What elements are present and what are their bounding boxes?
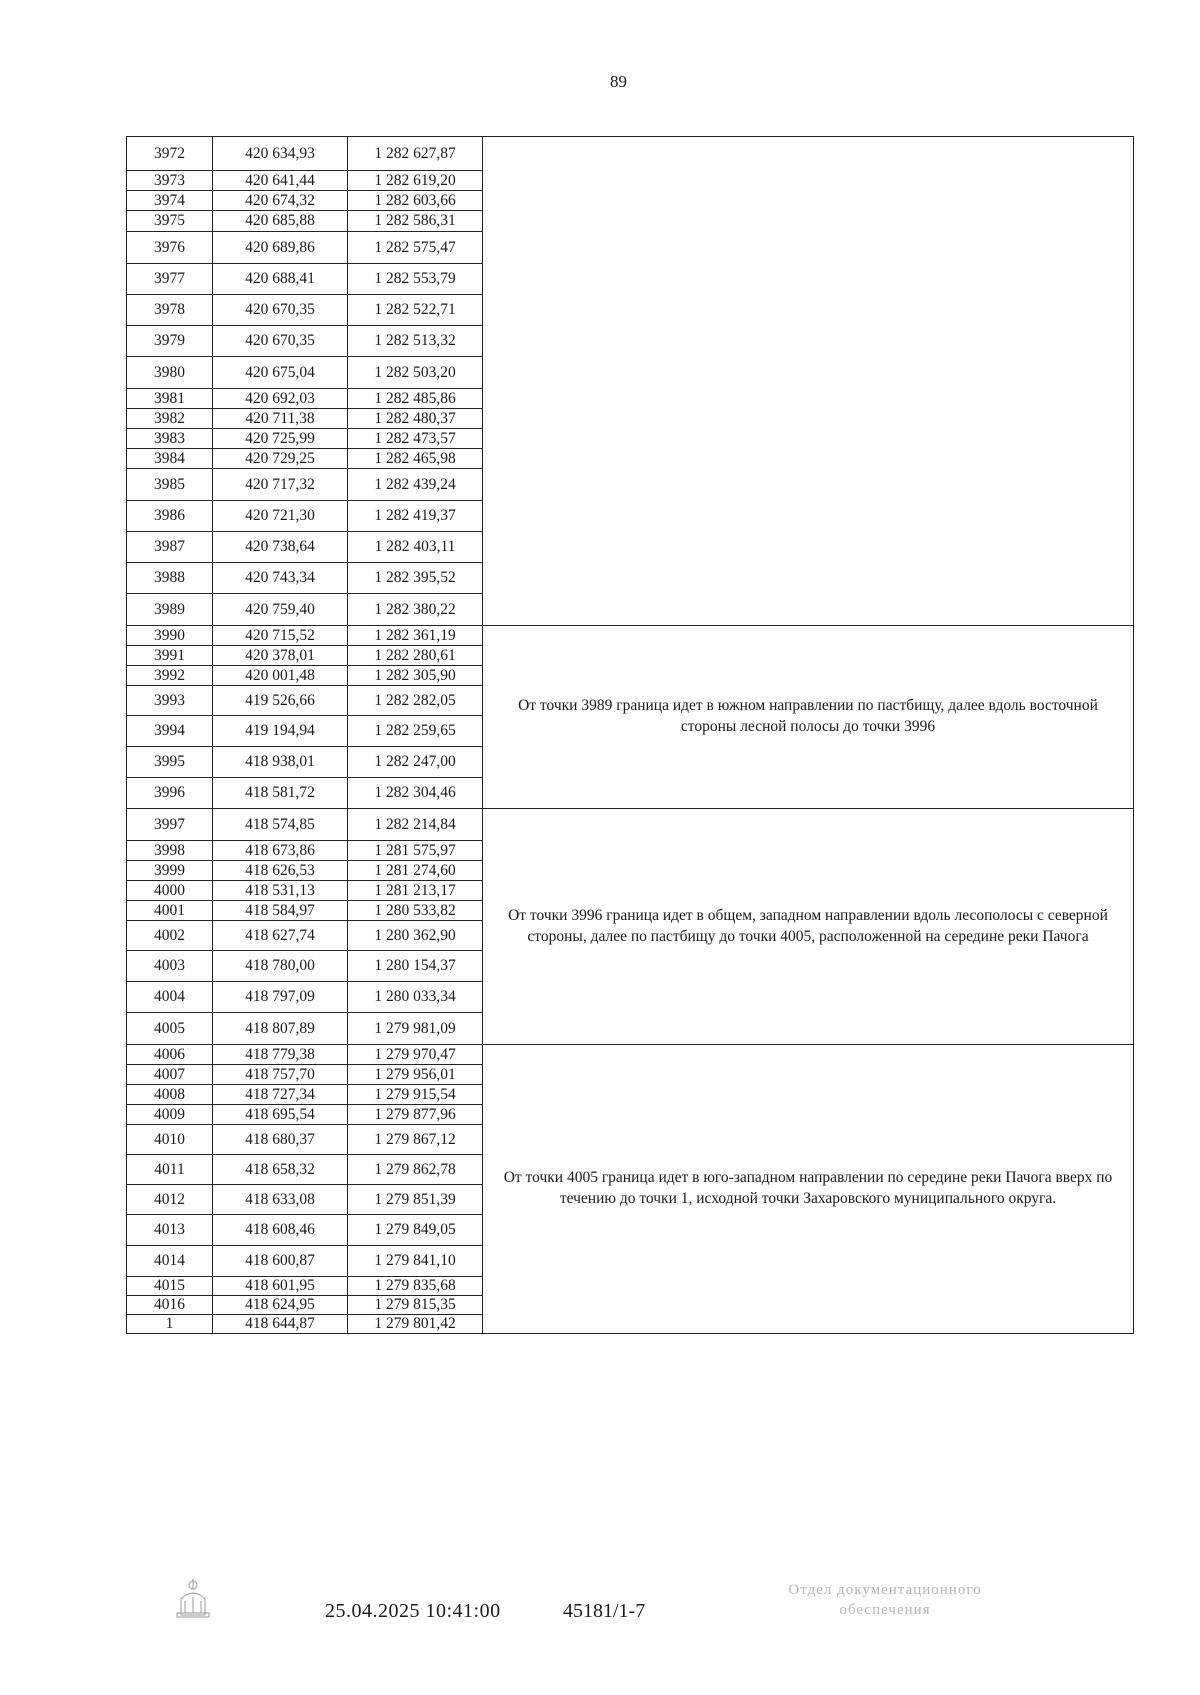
y-coordinate-cell: 1 282 513,32 [348, 326, 483, 357]
x-coordinate-cell: 420 378,01 [213, 646, 348, 666]
point-number-cell: 3989 [127, 594, 213, 626]
coordinates-table [126, 136, 1134, 1334]
x-coordinate-cell: 420 725,99 [213, 429, 348, 449]
point-number-cell: 4002 [127, 921, 213, 951]
x-coordinate-cell: 418 680,37 [213, 1125, 348, 1155]
y-coordinate-cell: 1 282 485,86 [348, 389, 483, 409]
point-number-cell: 4013 [127, 1215, 213, 1246]
y-coordinate-cell: 1 282 282,05 [348, 686, 483, 716]
y-coordinate-cell: 1 280 154,37 [348, 951, 483, 982]
x-coordinate-cell: 419 194,94 [213, 716, 348, 747]
x-coordinate-cell: 418 584,97 [213, 901, 348, 921]
y-coordinate-cell: 1 279 815,35 [348, 1296, 483, 1315]
y-coordinate-cell: 1 282 503,20 [348, 357, 483, 389]
point-number-cell: 4003 [127, 951, 213, 982]
point-number-cell: 3978 [127, 295, 213, 326]
x-coordinate-cell: 418 757,70 [213, 1065, 348, 1085]
y-coordinate-cell: 1 279 915,54 [348, 1085, 483, 1105]
y-coordinate-cell: 1 279 970,47 [348, 1045, 483, 1065]
y-coordinate-cell: 1 279 877,96 [348, 1105, 483, 1125]
point-number-cell: 4012 [127, 1185, 213, 1215]
boundary-description-cell: От точки 3989 граница идет в южном направлении по пастбищу, далее вдоль восточной стороны лесной полосы до точки 3996 [483, 626, 1134, 809]
x-coordinate-cell: 418 673,86 [213, 841, 348, 861]
y-coordinate-cell: 1 282 480,37 [348, 409, 483, 429]
y-coordinate-cell: 1 282 361,19 [348, 626, 483, 646]
point-number-cell: 4006 [127, 1045, 213, 1065]
y-coordinate-cell: 1 282 380,22 [348, 594, 483, 626]
x-coordinate-cell: 418 626,53 [213, 861, 348, 881]
y-coordinate-cell: 1 282 304,46 [348, 778, 483, 809]
x-coordinate-cell: 420 717,32 [213, 469, 348, 501]
y-coordinate-cell: 1 281 575,97 [348, 841, 483, 861]
point-number-cell: 4007 [127, 1065, 213, 1085]
y-coordinate-cell: 1 282 439,24 [348, 469, 483, 501]
point-number-cell: 3986 [127, 501, 213, 532]
table-row [127, 1045, 1134, 1065]
point-number-cell: 4015 [127, 1277, 213, 1296]
x-coordinate-cell: 420 715,52 [213, 626, 348, 646]
point-number-cell: 3973 [127, 171, 213, 191]
x-coordinate-cell: 420 729,25 [213, 449, 348, 469]
x-coordinate-cell: 418 633,08 [213, 1185, 348, 1215]
y-coordinate-cell: 1 282 522,71 [348, 295, 483, 326]
y-coordinate-cell: 1 279 981,09 [348, 1013, 483, 1045]
point-number-cell: 4005 [127, 1013, 213, 1045]
point-number-cell: 3993 [127, 686, 213, 716]
y-coordinate-cell: 1 282 465,98 [348, 449, 483, 469]
point-number-cell: 4010 [127, 1125, 213, 1155]
y-coordinate-cell: 1 282 419,37 [348, 501, 483, 532]
point-number-cell: 4014 [127, 1246, 213, 1277]
y-coordinate-cell: 1 282 473,57 [348, 429, 483, 449]
point-number-cell: 3983 [127, 429, 213, 449]
y-coordinate-cell: 1 279 862,78 [348, 1155, 483, 1185]
point-number-cell: 3992 [127, 666, 213, 686]
y-coordinate-cell: 1 279 801,42 [348, 1315, 483, 1334]
x-coordinate-cell: 420 759,40 [213, 594, 348, 626]
x-coordinate-cell: 420 685,88 [213, 211, 348, 232]
point-number-cell: 3995 [127, 747, 213, 778]
y-coordinate-cell: 1 280 033,34 [348, 982, 483, 1013]
x-coordinate-cell: 418 624,95 [213, 1296, 348, 1315]
footer-document-number: 45181/1-7 [563, 1600, 646, 1622]
point-number-cell: 4016 [127, 1296, 213, 1315]
point-number-cell: 1 [127, 1315, 213, 1334]
y-coordinate-cell: 1 282 395,52 [348, 563, 483, 594]
x-coordinate-cell: 420 675,04 [213, 357, 348, 389]
x-coordinate-cell: 418 797,09 [213, 982, 348, 1013]
y-coordinate-cell: 1 282 575,47 [348, 232, 483, 264]
x-coordinate-cell: 418 938,01 [213, 747, 348, 778]
point-number-cell: 3990 [127, 626, 213, 646]
y-coordinate-cell: 1 279 867,12 [348, 1125, 483, 1155]
point-number-cell: 3987 [127, 532, 213, 563]
point-number-cell: 3972 [127, 137, 213, 171]
point-number-cell: 3984 [127, 449, 213, 469]
x-coordinate-cell: 420 001,48 [213, 666, 348, 686]
x-coordinate-cell: 420 689,86 [213, 232, 348, 264]
y-coordinate-cell: 1 282 619,20 [348, 171, 483, 191]
boundary-description-cell: От точки 4005 граница идет в юго-западном направлении по середине реки Пачога вверх по течению до точки 1, исходной точки Захаровского муниципального округа. [483, 1045, 1134, 1334]
stamp-line-2: обеспечения [839, 1602, 931, 1619]
y-coordinate-cell: 1 282 259,65 [348, 716, 483, 747]
x-coordinate-cell: 420 721,30 [213, 501, 348, 532]
point-number-cell: 4000 [127, 881, 213, 901]
x-coordinate-cell: 418 600,87 [213, 1246, 348, 1277]
point-number-cell: 3985 [127, 469, 213, 501]
boundary-description-cell [483, 137, 1134, 626]
y-coordinate-cell: 1 279 956,01 [348, 1065, 483, 1085]
x-coordinate-cell: 420 711,38 [213, 409, 348, 429]
point-number-cell: 4001 [127, 901, 213, 921]
point-number-cell: 3982 [127, 409, 213, 429]
point-number-cell: 3975 [127, 211, 213, 232]
x-coordinate-cell: 420 641,44 [213, 171, 348, 191]
point-number-cell: 3988 [127, 563, 213, 594]
x-coordinate-cell: 418 608,46 [213, 1215, 348, 1246]
stamp-line-1: Отдел документационного [788, 1582, 982, 1598]
x-coordinate-cell: 418 627,74 [213, 921, 348, 951]
x-coordinate-cell: 420 634,93 [213, 137, 348, 171]
y-coordinate-cell: 1 281 213,17 [348, 881, 483, 901]
y-coordinate-cell: 1 279 835,68 [348, 1277, 483, 1296]
footer-timestamp: 25.04.2025 10:41:00 [325, 1600, 501, 1622]
x-coordinate-cell: 420 688,41 [213, 264, 348, 295]
x-coordinate-cell: 418 658,32 [213, 1155, 348, 1185]
x-coordinate-cell: 418 531,13 [213, 881, 348, 901]
point-number-cell: 3980 [127, 357, 213, 389]
y-coordinate-cell: 1 280 362,90 [348, 921, 483, 951]
y-coordinate-cell: 1 280 533,82 [348, 901, 483, 921]
x-coordinate-cell: 418 581,72 [213, 778, 348, 809]
x-coordinate-cell: 418 780,00 [213, 951, 348, 982]
x-coordinate-cell: 420 692,03 [213, 389, 348, 409]
y-coordinate-cell: 1 279 841,10 [348, 1246, 483, 1277]
point-number-cell: 4004 [127, 982, 213, 1013]
y-coordinate-cell: 1 282 553,79 [348, 264, 483, 295]
x-coordinate-cell: 418 574,85 [213, 809, 348, 841]
y-coordinate-cell: 1 282 305,90 [348, 666, 483, 686]
point-number-cell: 4011 [127, 1155, 213, 1185]
y-coordinate-cell: 1 282 280,61 [348, 646, 483, 666]
point-number-cell: 3991 [127, 646, 213, 666]
point-number-cell: 3981 [127, 389, 213, 409]
x-coordinate-cell: 420 743,34 [213, 563, 348, 594]
x-coordinate-cell: 420 670,35 [213, 295, 348, 326]
point-number-cell: 3977 [127, 264, 213, 295]
page-number: 89 [610, 72, 627, 91]
y-coordinate-cell: 1 279 851,39 [348, 1185, 483, 1215]
point-number-cell: 3999 [127, 861, 213, 881]
point-number-cell: 3976 [127, 232, 213, 264]
y-coordinate-cell: 1 282 586,31 [348, 211, 483, 232]
x-coordinate-cell: 418 779,38 [213, 1045, 348, 1065]
department-stamp [735, 1580, 1035, 1621]
x-coordinate-cell: 420 670,35 [213, 326, 348, 357]
y-coordinate-cell: 1 282 403,11 [348, 532, 483, 563]
x-coordinate-cell: 418 695,54 [213, 1105, 348, 1125]
point-number-cell: 3994 [127, 716, 213, 747]
table-row [127, 809, 1134, 841]
y-coordinate-cell: 1 282 627,87 [348, 137, 483, 171]
x-coordinate-cell: 419 526,66 [213, 686, 348, 716]
table-row [127, 626, 1134, 646]
point-number-cell: 3997 [127, 809, 213, 841]
point-number-cell: 3996 [127, 778, 213, 809]
point-number-cell: 3979 [127, 326, 213, 357]
x-coordinate-cell: 418 601,95 [213, 1277, 348, 1296]
coat-of-arms-emblem [173, 1575, 213, 1619]
x-coordinate-cell: 418 727,34 [213, 1085, 348, 1105]
x-coordinate-cell: 420 738,64 [213, 532, 348, 563]
point-number-cell: 3998 [127, 841, 213, 861]
y-coordinate-cell: 1 282 603,66 [348, 191, 483, 211]
point-number-cell: 3974 [127, 191, 213, 211]
x-coordinate-cell: 418 807,89 [213, 1013, 348, 1045]
x-coordinate-cell: 420 674,32 [213, 191, 348, 211]
y-coordinate-cell: 1 281 274,60 [348, 861, 483, 881]
point-number-cell: 4009 [127, 1105, 213, 1125]
y-coordinate-cell: 1 279 849,05 [348, 1215, 483, 1246]
y-coordinate-cell: 1 282 247,00 [348, 747, 483, 778]
table-row [127, 137, 1134, 171]
x-coordinate-cell: 418 644,87 [213, 1315, 348, 1334]
point-number-cell: 4008 [127, 1085, 213, 1105]
boundary-description-cell: От точки 3996 граница идет в общем, западном направлении вдоль лесополосы с северной стороны, далее по пастбищу до точки 4005, расположенной на середине реки Пачога [483, 809, 1134, 1045]
y-coordinate-cell: 1 282 214,84 [348, 809, 483, 841]
